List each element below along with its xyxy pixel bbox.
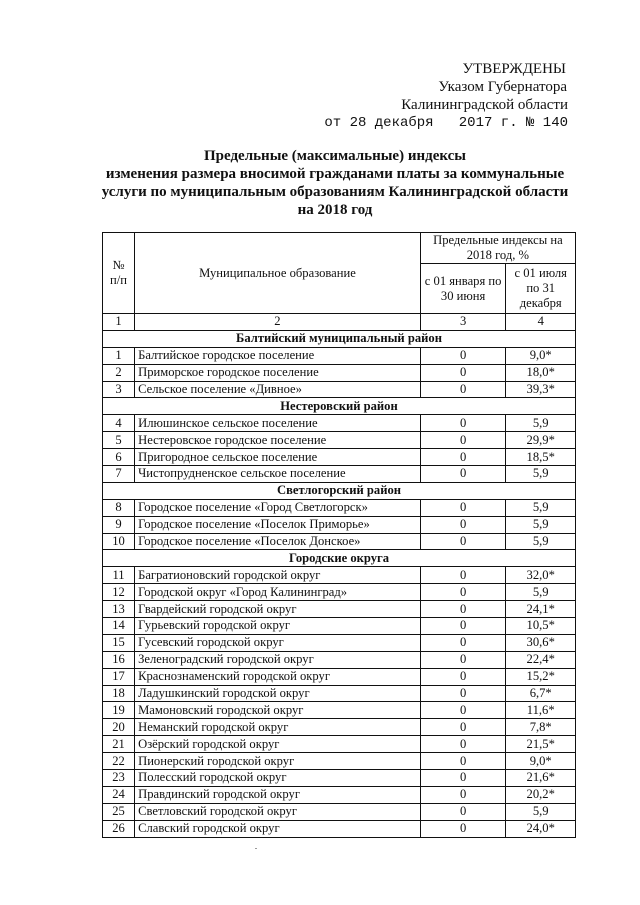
row-index-h2: 5,9 [506,803,576,820]
row-index-h2: 32,0* [506,567,576,584]
approved-heading: УТВЕРЖДЕНЫ [462,61,566,77]
row-index-h1: 0 [420,516,506,533]
row-municipality: Ладушкинский городской округ [135,685,421,702]
row-index-h1: 0 [420,668,506,685]
row-index-h1: 0 [420,685,506,702]
row-index-h2: 5,9 [506,584,576,601]
row-index-h2: 5,9 [506,516,576,533]
header-period-1: с 01 января по 30 июня [420,264,506,314]
row-municipality: Краснознаменский городской округ [135,668,421,685]
row-index-h1: 0 [420,533,506,550]
row-number: 1 [103,347,135,364]
row-number: 21 [103,736,135,753]
row-index-h1: 0 [420,634,506,651]
table-row [103,634,576,651]
approval-block [324,60,568,132]
column-number: 4 [506,314,576,331]
row-number: 19 [103,702,135,719]
table-row [103,432,576,449]
row-number: 12 [103,584,135,601]
table-row [103,651,576,668]
row-municipality: Гурьевский городской округ [135,618,421,635]
row-municipality: Светловский городской округ [135,803,421,820]
row-index-h2: 9,0* [506,347,576,364]
row-municipality: Правдинский городской округ [135,786,421,803]
row-number: 10 [103,533,135,550]
header-municipality: Муниципальное образование [135,233,421,314]
title-line-2: изменения размера вносимой гражданами платы за коммунальные [105,166,565,182]
row-municipality: Озёрский городской округ [135,736,421,753]
row-index-h2: 10,5* [506,618,576,635]
row-municipality: Сельское поселение «Дивное» [135,381,421,398]
header-indices: Предельные индексы на 2018 год, % [420,233,575,264]
section-row [103,482,576,499]
table-row [103,736,576,753]
row-municipality: Чистопрудненское сельское поселение [135,466,421,483]
table-row [103,685,576,702]
row-index-h1: 0 [420,466,506,483]
table-row [103,516,576,533]
row-municipality: Балтийское городское поселение [135,347,421,364]
document-title [95,147,575,219]
row-number: 15 [103,634,135,651]
table-row [103,668,576,685]
row-number: 4 [103,415,135,432]
row-number: 16 [103,651,135,668]
row-number: 14 [103,618,135,635]
row-index-h1: 0 [420,736,506,753]
row-index-h1: 0 [420,803,506,820]
section-title: Городские округа [103,550,576,567]
table-row [103,820,576,837]
row-index-h1: 0 [420,432,506,449]
row-index-h1: 0 [420,415,506,432]
header-num: № п/п [103,233,135,314]
row-municipality: Мамоновский городской округ [135,702,421,719]
row-municipality: Илюшинское сельское поселение [135,415,421,432]
table-row [103,499,576,516]
row-index-h1: 0 [420,770,506,787]
row-municipality: Городское поселение «Город Светлогорск» [135,499,421,516]
row-municipality: Городской округ «Город Калининград» [135,584,421,601]
row-municipality: Гвардейский городской округ [135,601,421,618]
table-row [103,719,576,736]
row-index-h1: 0 [420,584,506,601]
row-index-h1: 0 [420,347,506,364]
header-period-2: с 01 июля по 31 декабря [506,264,576,314]
table-row [103,347,576,364]
table-row [103,567,576,584]
row-index-h1: 0 [420,719,506,736]
table-row [103,770,576,787]
row-index-h2: 24,0* [506,820,576,837]
section-row [103,398,576,415]
row-index-h2: 29,9* [506,432,576,449]
row-municipality: Зеленоградский городской округ [135,651,421,668]
table-row [103,702,576,719]
row-index-h1: 0 [420,618,506,635]
row-number: 26 [103,820,135,837]
row-number: 23 [103,770,135,787]
row-index-h1: 0 [420,567,506,584]
approved-region: Калининградской области [401,97,568,113]
row-index-h1: 0 [420,601,506,618]
row-number: 3 [103,381,135,398]
table-body [103,330,576,837]
row-index-h1: 0 [420,381,506,398]
row-number: 13 [103,601,135,618]
row-municipality: Гусевский городской округ [135,634,421,651]
row-index-h2: 15,2* [506,668,576,685]
section-row [103,550,576,567]
title-line-3: услуги по муниципальным образованиям Калининградской области [101,184,569,200]
row-number: 20 [103,719,135,736]
row-number: 2 [103,364,135,381]
row-index-h2: 6,7* [506,685,576,702]
row-number: 24 [103,786,135,803]
row-index-h2: 20,2* [506,786,576,803]
row-municipality: Славский городской округ [135,820,421,837]
row-index-h2: 24,1* [506,601,576,618]
column-number: 1 [103,314,135,331]
row-municipality: Пригородное сельское поселение [135,449,421,466]
row-municipality: Багратионовский городской округ [135,567,421,584]
row-municipality: Городское поселение «Поселок Приморье» [135,516,421,533]
row-index-h1: 0 [420,786,506,803]
row-number: 18 [103,685,135,702]
row-index-h1: 0 [420,702,506,719]
row-number: 22 [103,753,135,770]
indices-table [102,232,576,838]
row-index-h1: 0 [420,651,506,668]
row-index-h1: 0 [420,820,506,837]
row-index-h1: 0 [420,499,506,516]
row-number: 8 [103,499,135,516]
row-index-h2: 11,6* [506,702,576,719]
approved-date: от 28 декабря 2017 г. № 140 [324,115,568,131]
row-index-h2: 30,6* [506,634,576,651]
table-row [103,803,576,820]
table-row [103,584,576,601]
section-title: Нестеровский район [103,398,576,415]
row-index-h2: 21,5* [506,736,576,753]
table-row [103,466,576,483]
section-row [103,330,576,347]
table-row [103,449,576,466]
row-number: 9 [103,516,135,533]
section-title: Балтийский муниципальный район [103,330,576,347]
table-row [103,618,576,635]
row-index-h2: 5,9 [506,415,576,432]
row-municipality: Неманский городской округ [135,719,421,736]
row-number: 7 [103,466,135,483]
table-row [103,601,576,618]
table-row [103,364,576,381]
column-number: 2 [135,314,421,331]
row-index-h1: 0 [420,753,506,770]
row-municipality: Городское поселение «Поселок Донское» [135,533,421,550]
column-number: 3 [420,314,506,331]
row-index-h2: 5,9 [506,533,576,550]
row-number: 17 [103,668,135,685]
table-row [103,753,576,770]
row-number: 6 [103,449,135,466]
row-index-h2: 5,9 [506,466,576,483]
section-title: Светлогорский район [103,482,576,499]
row-index-h2: 22,4* [506,651,576,668]
row-index-h2: 5,9 [506,499,576,516]
row-municipality: Приморское городское поселение [135,364,421,381]
row-index-h2: 21,6* [506,770,576,787]
table-row [103,533,576,550]
table-row [103,786,576,803]
row-index-h1: 0 [420,364,506,381]
row-index-h2: 39,3* [506,381,576,398]
approved-by: Указом Губернатора [438,79,567,95]
row-number: 25 [103,803,135,820]
row-number: 11 [103,567,135,584]
row-municipality: Пионерский городской округ [135,753,421,770]
title-line-4: на 2018 год [297,202,373,218]
scan-speck [255,848,257,849]
row-index-h2: 18,0* [506,364,576,381]
row-municipality: Нестеровское городское поселение [135,432,421,449]
row-municipality: Полесский городской округ [135,770,421,787]
row-number: 5 [103,432,135,449]
row-index-h2: 7,8* [506,719,576,736]
table-row [103,381,576,398]
row-index-h2: 18,5* [506,449,576,466]
title-line-1: Предельные (максимальные) индексы [203,148,467,164]
row-index-h1: 0 [420,449,506,466]
table-row [103,415,576,432]
row-index-h2: 9,0* [506,753,576,770]
